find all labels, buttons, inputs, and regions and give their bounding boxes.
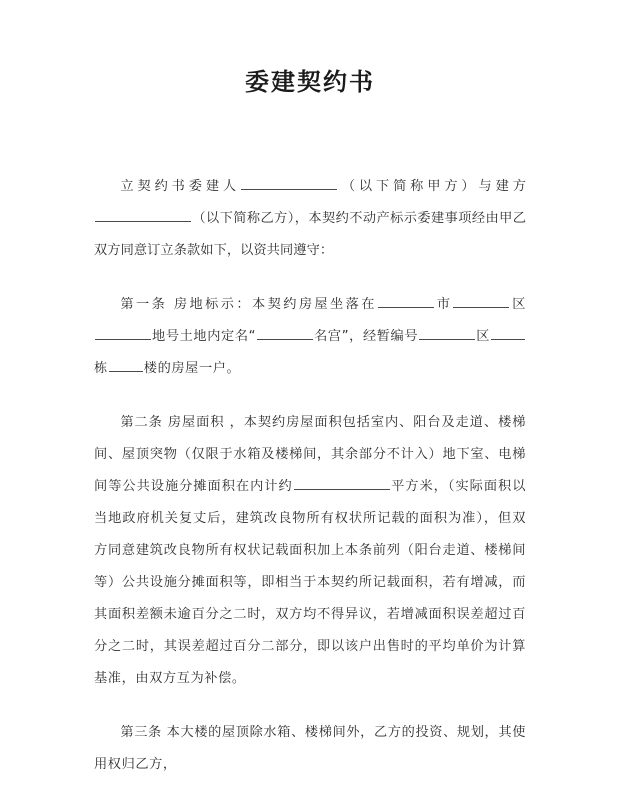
clause-2-paragraph	[94, 407, 526, 695]
clause-2-segment-2: 平方米，（实际面积以当地政府机关复丈后，建筑改良物所有权状所记载的面积为准），但双方同意建筑改良物所有权状记载面积加上本条前列（阳台走道、楼梯间等）公共设施分摊面积等，即相当于本契约所记载面积，若有增减，而其面积差额未逾百分之二时，双方均不得异议，若增减面积误差超过百分之二时，其误差超过百分二部分，即以该户出售时的平均单价为计算基准，由双方互为补偿。	[94, 478, 526, 686]
page-title: 委建契约书	[245, 68, 375, 96]
clause-1-segment-1: 第一条 房地标示：本契约房屋坐落在	[120, 296, 377, 312]
fill-blank-block[interactable]	[491, 326, 525, 340]
fill-blank-district[interactable]	[453, 294, 509, 308]
preamble-segment-2: （以下简称甲方）与建方	[338, 178, 526, 194]
clause-1-segment-7: 栋	[94, 360, 108, 376]
preamble-paragraph	[94, 171, 526, 267]
clause-1-segment-4: 地号土地内定名“	[152, 328, 257, 344]
clause-2-segment-1: 第二条 房屋面积 ，本契约房屋面积包括室内、阳台及走道、楼梯间、屋顶突物（仅限于水箱及楼梯间，其余部分不计入）地下室、电梯间等公共设施分摊面积在内计约	[94, 414, 526, 494]
fill-blank-party-b[interactable]	[95, 208, 191, 222]
fill-blank-party-a[interactable]	[241, 176, 337, 190]
preamble-segment-1: 立契约书委建人	[120, 178, 241, 194]
fill-blank-floor[interactable]	[109, 358, 143, 372]
fill-blank-zone-code[interactable]	[419, 326, 475, 340]
fill-blank-area-sqm[interactable]	[294, 476, 390, 490]
fill-blank-lot-number[interactable]	[95, 326, 151, 340]
clause-1-segment-5: 名宫”，经暂编号	[314, 328, 419, 344]
document-body	[94, 0, 526, 781]
clause-1-segment-8: 楼的房屋一户。	[143, 360, 241, 376]
preamble-segment-3: （以下简称乙方），本契约不动产标示委建事项经由甲乙双方同意订立条款如下，以资共同遵守：	[94, 210, 526, 258]
clause-1-segment-6: 区	[476, 328, 490, 344]
fill-blank-city[interactable]	[378, 294, 434, 308]
clause-3-segment-1: 第三条 本大楼的屋顶除水箱、楼梯间外，乙方的投资、规划，其使用权归乙方，	[94, 724, 526, 772]
fill-blank-building-name[interactable]	[257, 326, 313, 340]
title-spacer	[94, 97, 526, 171]
clause-1-segment-3: 区	[510, 296, 526, 312]
clause-1-segment-2: 市	[434, 296, 453, 312]
clause-1-paragraph	[94, 289, 526, 385]
clause-3-paragraph	[94, 717, 526, 781]
